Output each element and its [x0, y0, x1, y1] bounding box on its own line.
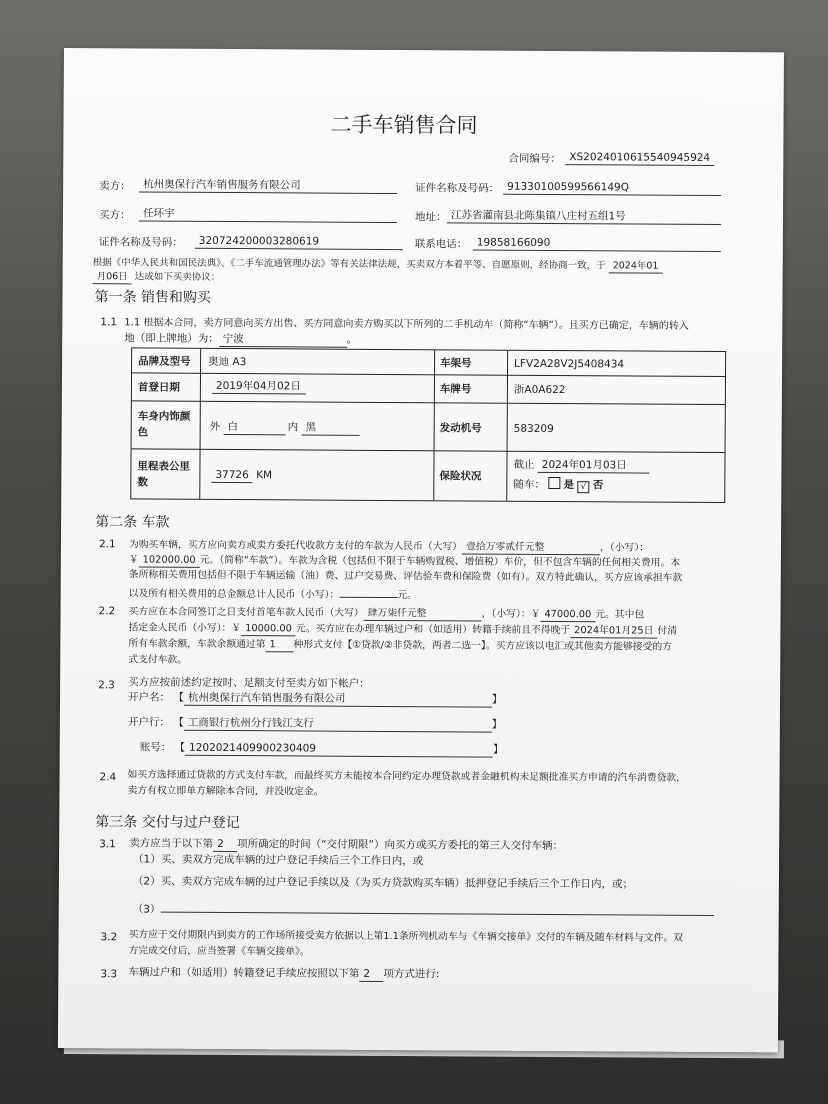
checkbox-yes[interactable] — [548, 477, 560, 489]
buyer-address-label: 地址： — [414, 211, 447, 224]
transfer-option-choice: 2 — [359, 968, 383, 982]
odometer-value: 37726 — [211, 469, 252, 483]
interior-color: 内 黑 — [288, 421, 360, 435]
interior-color-value: 黑 — [301, 421, 359, 435]
vin-label: 车架号 — [440, 357, 472, 370]
first-payment-uppercase: 肆万柒仟元整 — [364, 607, 482, 622]
article-2-1-line-1: 为购买车辆，买方应向卖方或卖方委托代收款方支付的车款为人民币（大写） 壹拾万零贰仟元整 ，（小写）： — [128, 539, 650, 554]
article-1-title: 第一条 销售和购买 — [94, 289, 211, 306]
article-1-1-line-2: 地（即上牌地）为： 宁波 。 — [124, 332, 358, 346]
article-2-4-number: 2.4 — [99, 771, 117, 784]
checkbox-no-checked[interactable]: √ — [577, 481, 589, 493]
insurance-with-car: 随车： 是 √ 否 — [513, 478, 604, 493]
account-name-row: 开户名： 【 杭州奥保行汽车销售服务有限公司 】 — [127, 691, 503, 706]
seller-name: 杭州奥保行汽车销售服务有限公司 — [139, 178, 397, 194]
article-3-title: 第三条 交付与过户登记 — [95, 814, 240, 832]
total-price-amount: 102000.00 — [139, 553, 200, 567]
insurance-expiry: 截止 2024年01月03日 — [513, 459, 649, 474]
seller-label: 卖方： — [99, 180, 131, 193]
article-2-2-line-3: 所有车款余额，车款余额通过第 1 种形式支付【①贷款/②非贷款，两者二选一】。买方应该以电汇或其他卖方能够接受的方 — [128, 638, 672, 653]
article-2-title: 第二条 车款 — [95, 514, 170, 531]
total-price-uppercase: 壹拾万零贰仟元整 — [462, 540, 600, 555]
account-name-value: 杭州奥保行汽车销售服务有限公司 — [184, 692, 492, 708]
article-3-2-line-2: 方完成交付后，应当签署《车辆交接单》。 — [128, 945, 310, 958]
first-registration-label: 首登日期 — [137, 381, 180, 394]
article-3-1-line-1: 卖方应当于以下第 2 项所确定的时间（“交付期限”）向买方或买方委托的第三人交付车辆： — [129, 837, 564, 853]
article-2-2-number: 2.2 — [98, 605, 116, 618]
account-no-value: 1202021409900230409 — [185, 742, 493, 758]
first-payment-amount: 47000.00 — [540, 608, 595, 622]
article-3-1-option-3: （3） — [133, 899, 714, 920]
article-2-3-number: 2.3 — [98, 679, 115, 692]
buyer-phone-value: 19858166090 — [473, 237, 721, 253]
delivery-option-choice: 2 — [213, 838, 237, 852]
engine-no-label: 发动机号 — [439, 422, 482, 435]
contract-no-label: 合同编号： — [508, 152, 561, 166]
odometer-label-line-2: 数 — [137, 476, 148, 489]
engine-no-value: 583209 — [513, 422, 554, 435]
article-2-1-number: 2.1 — [98, 538, 116, 551]
buyer-phone-label: 联系电话： — [414, 238, 468, 251]
article-1-1-line-1: 1.1 根据本合同，卖方同意向买方出售、买方同意向卖方购买以下所列的二手机动车（简称“车辆”）。且买方已确定，车辆的转入 — [124, 317, 689, 332]
exterior-color-value: 白 — [223, 421, 285, 435]
article-1-1-number: 1.1 — [100, 316, 118, 329]
bank-row: 开户行： 【 工商银行杭州分行钱江支行 】 — [127, 716, 503, 731]
contract-no-value: XS20240106155409459​24 — [565, 151, 714, 166]
article-2-1-line-4: 以及所有相关费用的总金额总计人民币（小写）： 元。 — [129, 583, 417, 602]
seller-id-value: 91330100599566149Q — [503, 181, 721, 196]
balance-due-date: 2024年01月25日 — [570, 624, 657, 639]
odometer-label-line-1: 里程表公里 — [137, 460, 190, 473]
vin-value: LFV2A28V2J5408434 — [514, 357, 625, 371]
article-2-4-line-1: 如买方选择通过贷款的方式支付车款，而最终买方未能按本合同约定办理贷款或者金融机构未足额批准买方申请的汽车消费贷款， — [127, 769, 687, 784]
article-3-1-option-2: （2）买、卖双方完成车辆的过户登记手续以及（为买方贷款购买车辆）抵押登记手续后三个工作日内，或； — [132, 875, 634, 891]
buyer-id-value: 320724200003280619 — [195, 235, 403, 250]
color-label-line-2: 色 — [137, 426, 149, 439]
bank-value: 工商银行杭州分行钱江支行 — [184, 717, 492, 733]
exterior-color: 外 白 — [210, 421, 286, 435]
insurance-expiry-value: 2024年01月03日 — [538, 459, 650, 474]
plate-value: 浙A0A622 — [513, 383, 566, 397]
buyer-name: 任环宇 — [139, 207, 397, 223]
article-2-4-line-2: 卖方有权立即单方解除本合同，并没收定金。 — [127, 785, 324, 798]
article-3-2-line-1: 买方应于交付期限内到卖方的工作场所接受卖方依据以上第1.1条所列机动车与《车辆交接单》交付的车辆及随车材料与文件。双 — [128, 929, 684, 944]
plate-label: 车牌号 — [439, 383, 472, 396]
buyer-address-value: 江苏省灌南县北陈集镇八庄村五组1号 — [447, 209, 721, 225]
article-3-1-option-1: （1）买、卖双方完成车辆的过户登记手续后三个工作日内，或 — [133, 853, 424, 868]
article-3-2-number: 3.2 — [100, 931, 118, 944]
contract-page — [58, 48, 784, 1052]
deposit-amount: 10000.00 — [241, 622, 296, 636]
preamble-line-2: 月06日 达成如下买卖协议： — [93, 270, 221, 285]
total-fees-amount — [339, 585, 397, 598]
vehicle-info-table — [130, 347, 726, 503]
article-3-1-number: 3.1 — [99, 838, 116, 851]
article-2-3-line-1: 买方应按前述约定按时、足额支付至卖方如下帐户： — [128, 676, 370, 690]
article-2-2-line-2: 括定金人民币（小写）：￥ 10000.00 元。买方应在办理车辆过户和（如适用）转籍手续前且不得晚于 2024年01月25日 付清 — [128, 622, 678, 637]
payment-method-choice: 1 — [265, 638, 293, 652]
color-label-line-1: 车身内饰颜 — [137, 410, 191, 423]
article-3-3-number: 3.3 — [100, 968, 118, 981]
preamble-line-1: 根据《中华人民共和国民法典》、《二手车流通管理办法》等有关法律法规，买卖双方本着平等、自愿原则，经协商一致，于 2024年01 — [93, 256, 663, 273]
registration-city: 宁波 — [219, 333, 347, 348]
buyer-id-label: 证件名称及号码： — [98, 236, 183, 249]
delivery-option-3-blank — [160, 900, 713, 916]
buyer-label: 买方： — [98, 209, 131, 222]
agreement-date-part-a: 2024年01 — [609, 259, 663, 273]
article-2-2-line-4: 式支付车款。 — [128, 654, 188, 666]
odometer: 37726 KM — [211, 469, 272, 483]
article-2-1-line-3: 条所称相关费用包括但不限于车辆运输（油）费、过户交易费、评估验车费和保险费（如有）。双方特此确认，买方应该承担车款 — [128, 569, 683, 584]
document-title: 二手车销售合同 — [330, 112, 478, 138]
agreement-date-part-b: 月06日 — [93, 270, 132, 284]
first-registration-value: 2019年04月02日 — [212, 380, 306, 395]
brand-label: 品牌及型号 — [138, 355, 191, 368]
insurance-label: 保险状况 — [439, 470, 482, 483]
article-2-1-line-2: ￥ 102000.00 元。（简称“车款”）。车款为含税（包括但不限于车辆购置税、增值税）车价，但不包含车辆的任何相关费用。本 — [128, 554, 681, 569]
article-2-2-line-1: 买方应在本合同签订之日支付首笔车款人民币（大写） 肆万柒仟元整 ，（小写）：￥ 47000.00 元。其中包 — [128, 606, 645, 621]
seller-id-label: 证件名称及号码： — [415, 182, 500, 195]
account-no-row: 账号： 【 1202021409900230409 】 — [139, 741, 504, 756]
brand-value: 奥迪 A3 — [208, 355, 247, 369]
article-3-3-line-1: 车辆过户和（如适用）转籍登记手续应按照以下第 2 项方式进行: — [128, 966, 440, 981]
